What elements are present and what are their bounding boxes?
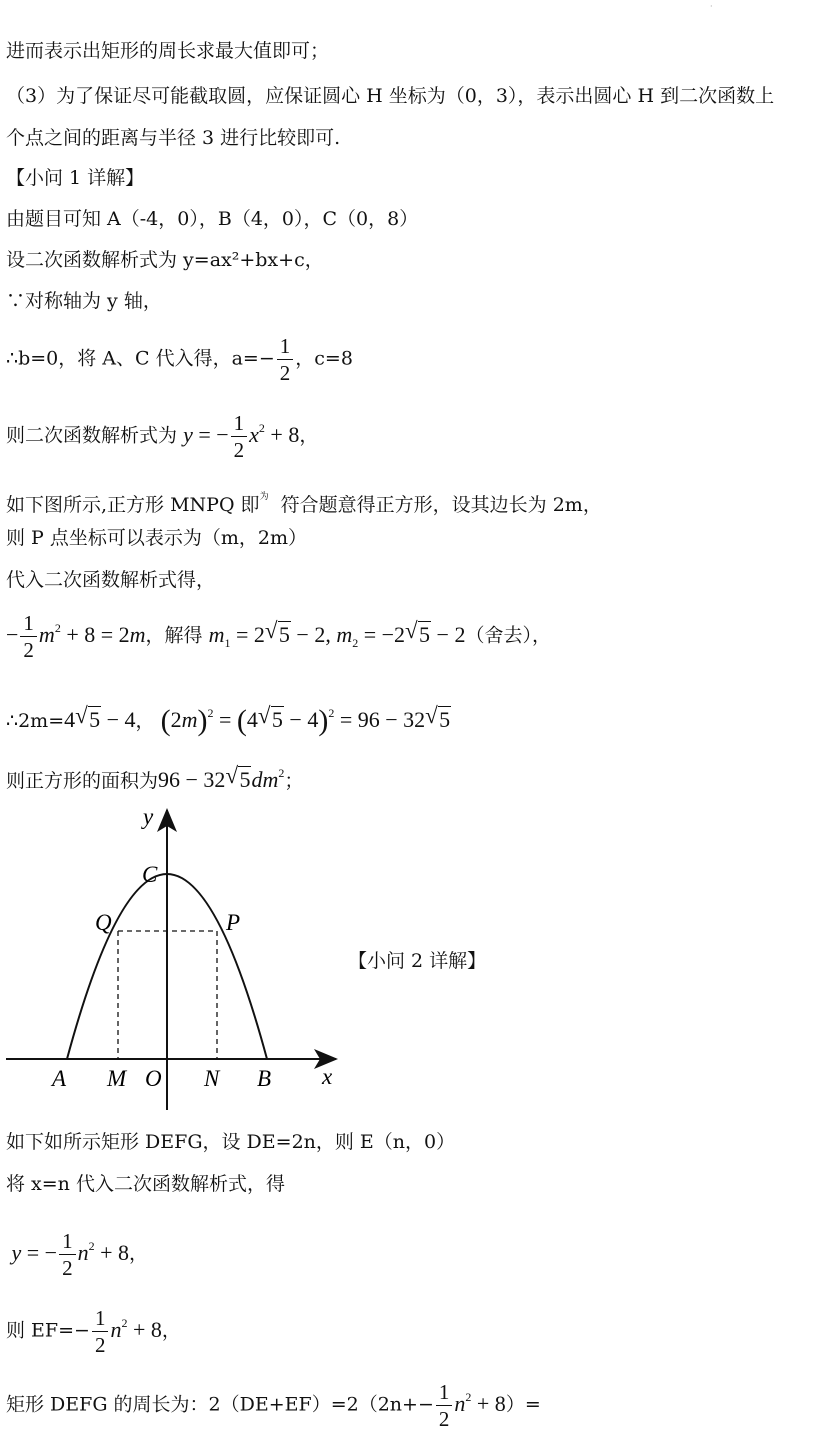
- text-fragment: ∴2m=: [6, 710, 65, 732]
- label-M: M: [107, 1066, 127, 1091]
- text-fragment: ，: [135, 710, 155, 732]
- parabola-figure: [0, 800, 360, 1120]
- formula: $m_1 = 2√$ 5 − 2, $m_2 = -2√$ 5 − 2: [209, 622, 466, 647]
- formula: y = − $\frac{1}{2}$ $n^2 + 8$: [11, 1229, 130, 1280]
- label-N: N: [204, 1066, 220, 1091]
- label-O: O: [145, 1066, 162, 1091]
- section-heading: 【小问 2 详解】: [348, 950, 487, 972]
- text-fragment: 矩形 DEFG 的周长为：2（DE+EF）=2（2n+−: [6, 1393, 434, 1416]
- text-line: 如下如所示矩形 DEFG，设 DE=2n，则 E（n，0）: [6, 1131, 456, 1153]
- equation-line: [6, 333, 353, 386]
- text-fragment: ，: [129, 1242, 149, 1265]
- formula: y = − $\frac{1}{2}$ $x^2 + 8$: [183, 411, 300, 462]
- equation-line: [6, 410, 318, 463]
- text-fragment: 则 EF=−: [6, 1319, 90, 1342]
- label-x: x: [322, 1064, 333, 1089]
- equation-line: [6, 1379, 541, 1432]
- page-mark: ·: [710, 2, 713, 11]
- text-fragment: ∴b=0，将 A、C 代入得，a=−: [6, 347, 275, 370]
- label-B: B: [257, 1066, 272, 1091]
- text-fragment: ，: [299, 424, 319, 447]
- equation-line: [6, 760, 303, 794]
- text-fragment: ；: [284, 770, 304, 792]
- label-C: C: [142, 862, 158, 887]
- label-Q: Q: [95, 910, 112, 935]
- text-fragment: ，c=8: [295, 347, 353, 370]
- label-A: A: [52, 1066, 67, 1091]
- text-line: 由题目可知 A（-4，0），B（4，0），C（0，8）: [6, 208, 419, 230]
- text-line: 设二次函数解析式为 y=ax²+bx+c，: [6, 249, 324, 271]
- text-line: 则 P 点坐标可以表示为（m，2m）: [6, 527, 307, 549]
- formula: 4√ 5 − 4: [64, 707, 135, 732]
- formula: $\frac{1}{2}$ $n^2 + 8$: [434, 1391, 506, 1416]
- text-fragment: 则正方形的面积为: [6, 770, 159, 792]
- section-heading: 【小问 1 详解】: [6, 167, 145, 189]
- equation-line: [6, 1228, 148, 1281]
- text-line: ∵对称轴为 y 轴，: [6, 290, 162, 312]
- fraction: $\frac{1}{2}$: [277, 333, 294, 386]
- text-line: 将 x=n 代入二次函数解析式，得: [6, 1173, 285, 1195]
- text-fragment: ，解得: [145, 624, 203, 647]
- text-line: 个点之间的距离与半径 3 进行比较即可.: [6, 127, 341, 149]
- text-line: 代入二次函数解析式得，: [6, 569, 216, 591]
- label-P: P: [226, 910, 241, 935]
- label-y: y: [143, 804, 154, 829]
- text-line: （3）为了保证尽可能截取圆，应保证圆心 H 坐标为（0，3），表示出圆心 H 到二次函数上: [6, 85, 775, 107]
- equation-line: [6, 1305, 181, 1358]
- text-fragment: 如下图所示,正方形 MNPQ 即: [6, 494, 260, 516]
- text-fragment: 符合题意得正方形，设其边长为 2m，: [280, 494, 602, 516]
- formula: $\frac{1}{2}$ $n^2 + 8$: [90, 1317, 162, 1342]
- text-fragment: ，: [161, 1319, 181, 1342]
- formula: 96 − 32√ $5dm^2$: [158, 767, 284, 792]
- text-fragment: （舍去），: [465, 624, 551, 647]
- formula: $(2m)^2 = (4√$ 5 − 4)$^2$ = 96 − 32√ 5: [161, 707, 452, 732]
- text-line: 进而表示出矩形的周长求最大值即可；: [6, 40, 330, 62]
- text-line: [6, 484, 602, 518]
- text-fragment: ）=: [505, 1393, 541, 1416]
- text-fragment: 为: [259, 492, 269, 502]
- text-fragment: 则二次函数解析式为: [6, 424, 178, 447]
- equation-line: [6, 610, 551, 663]
- equation-line: [6, 700, 451, 737]
- formula: − $\frac{1}{2}$ $m^2 + 8 = 2m$: [6, 611, 146, 662]
